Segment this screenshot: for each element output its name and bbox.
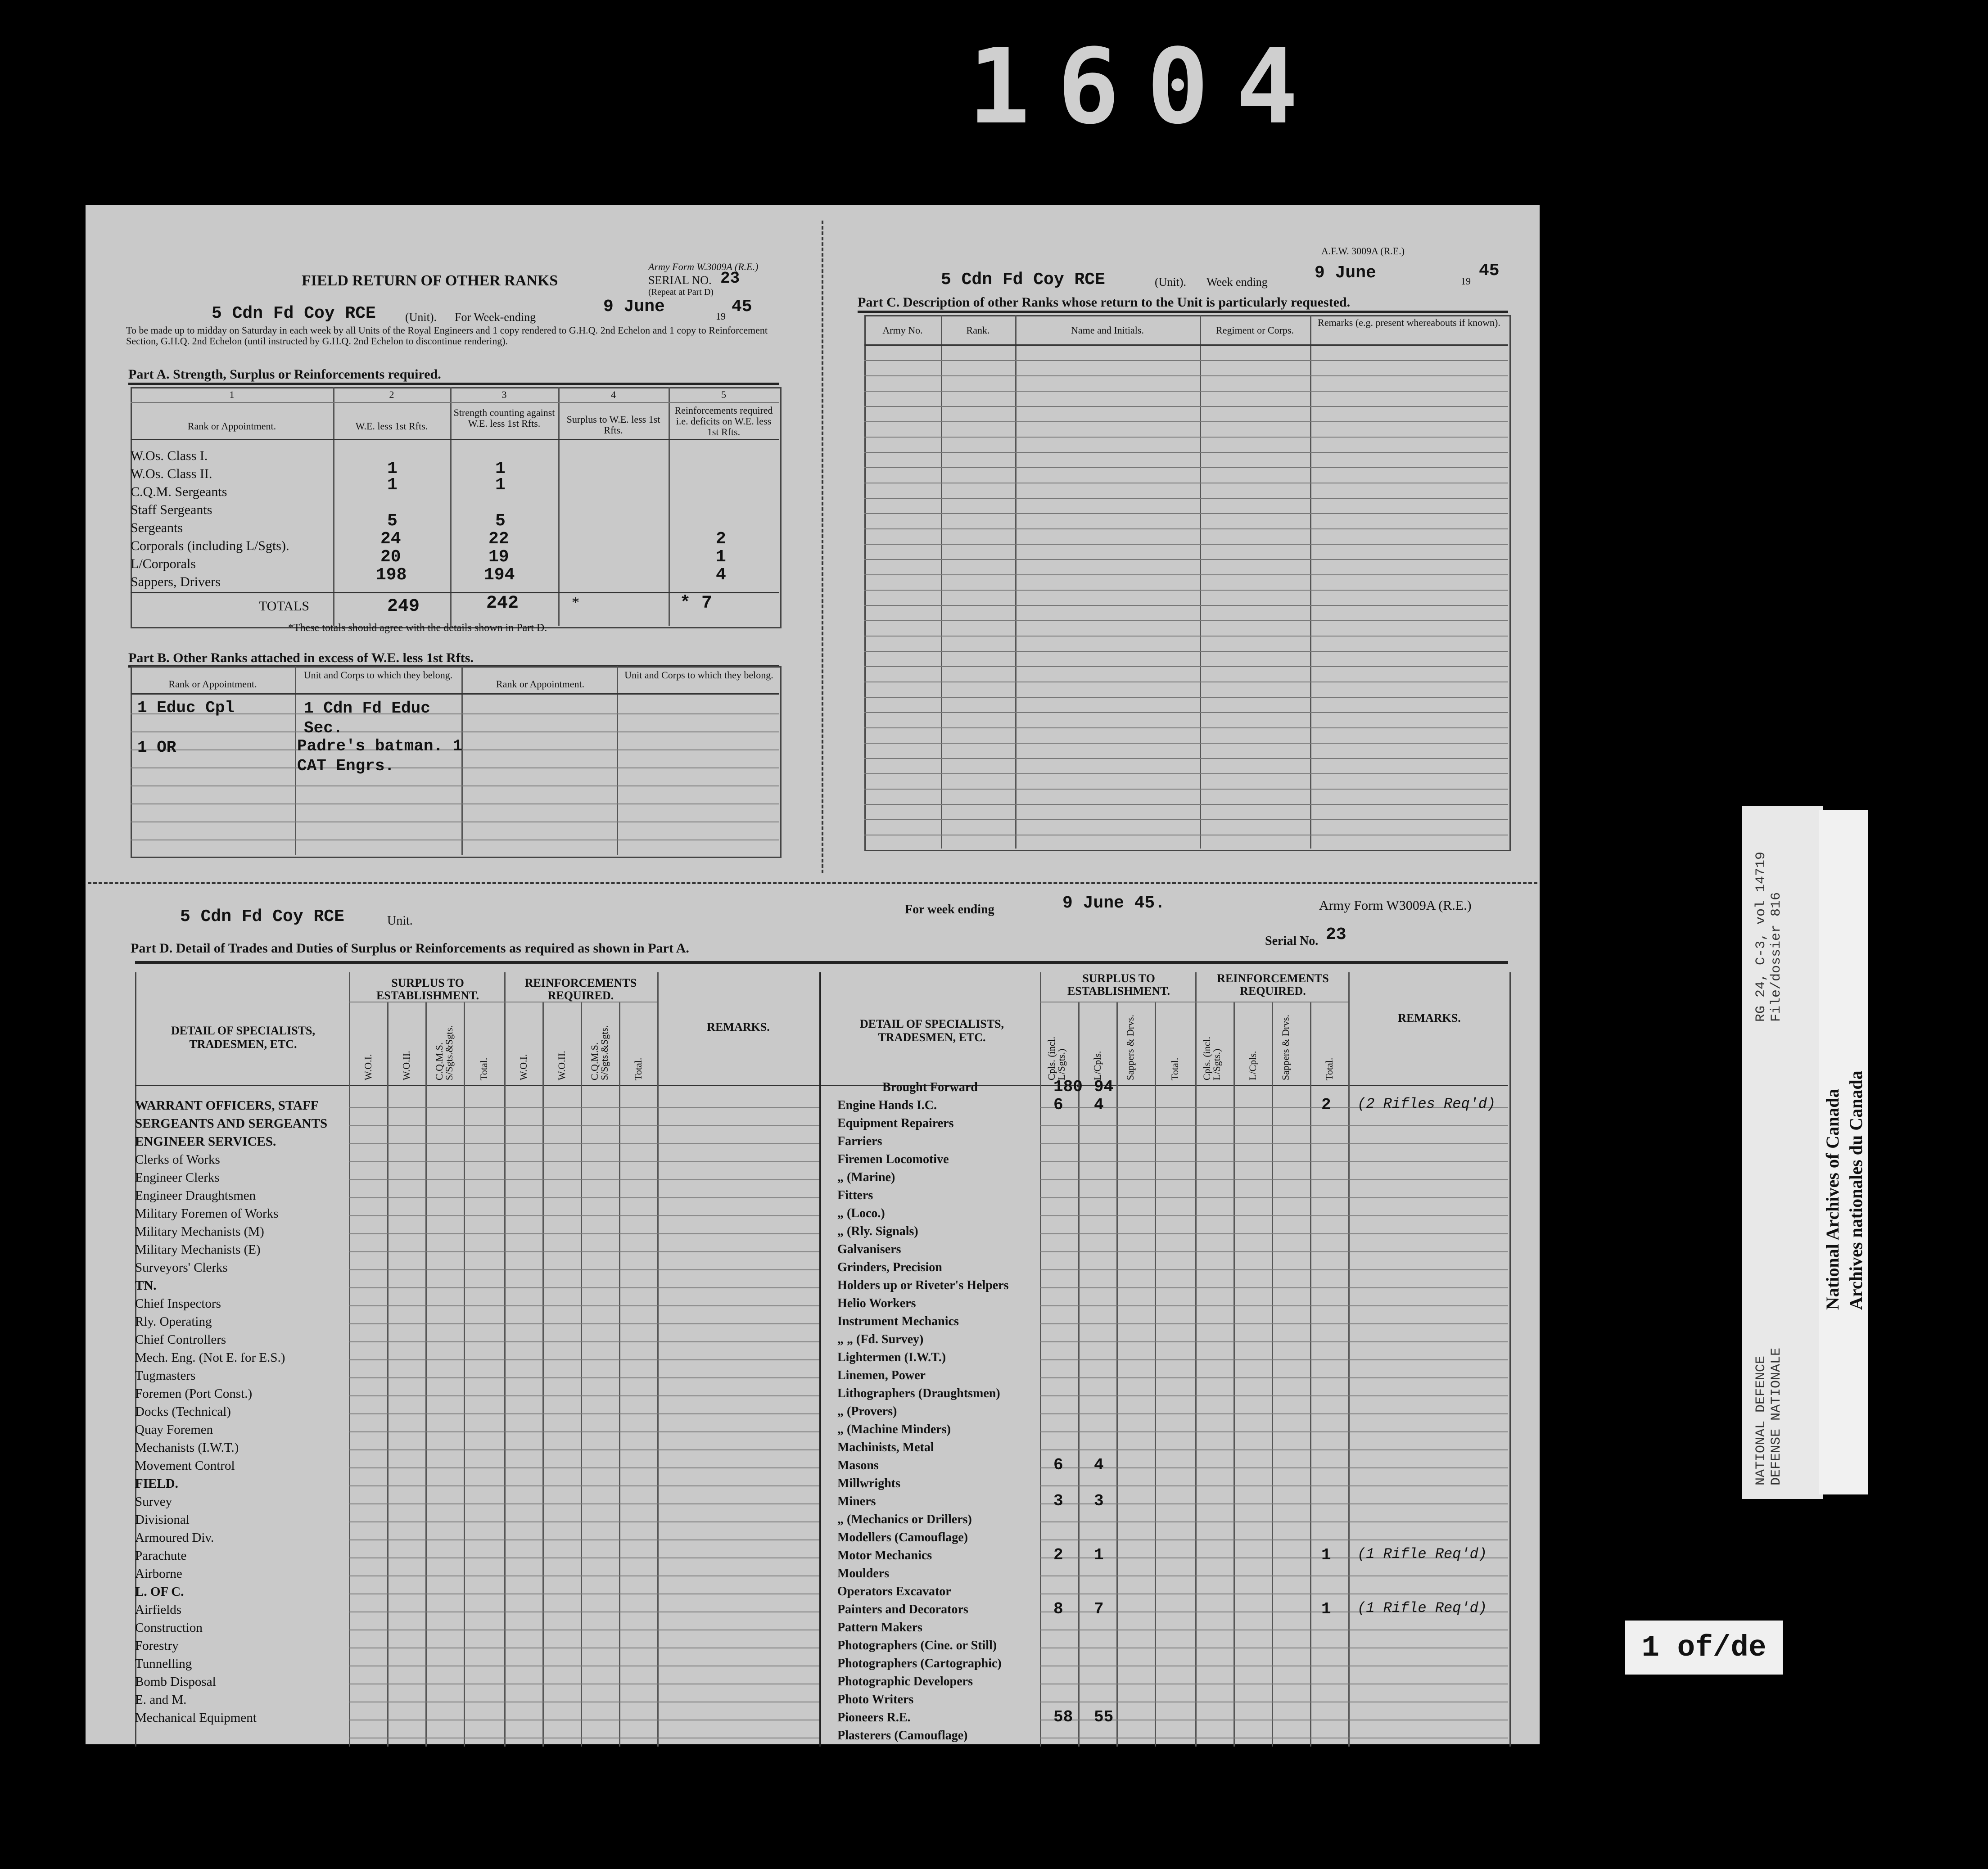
archive-name-en: National Archives of Canada <box>1822 1088 1843 1310</box>
strength-cell: 1 <box>495 475 506 495</box>
ruled-line <box>349 1107 819 1108</box>
left-rein-cqms: C.Q.M.S. S/Sgts.&Sgts. <box>589 1025 610 1080</box>
trade-item: Mech. Eng. (Not E. for E.S.) <box>135 1350 285 1365</box>
ruled-line <box>864 467 1508 468</box>
trade-name: Fitters <box>837 1188 873 1202</box>
trade-name: „ (Mechanics or Drillers) <box>837 1512 972 1526</box>
right-unit-value: 5 Cdn Fd Coy RCE <box>941 270 1105 289</box>
trade-name: Pattern Makers <box>837 1621 922 1634</box>
trade-name: „ „ (Fd. Survey) <box>837 1332 924 1346</box>
trade-name: Lightermen (I.W.T.) <box>837 1350 946 1364</box>
trade-item: L. OF C. <box>135 1585 184 1599</box>
part-b-header-rank-2: Rank or Appointment. <box>496 678 585 690</box>
trade-name: Moulders <box>837 1567 890 1580</box>
col-number-5: 5 <box>721 389 726 400</box>
page-tag: 1 of/de <box>1625 1621 1783 1675</box>
trade-item: E. and M. <box>135 1693 187 1707</box>
ruled-line <box>349 1269 819 1270</box>
col-header-rank: Rank or Appointment. <box>187 420 276 432</box>
left-surplus-woi: W.O.I. <box>362 1054 374 1080</box>
rank-cell: L/Corporals <box>131 556 196 571</box>
ruled-line <box>349 1233 819 1234</box>
ruled-line <box>1040 1395 1508 1396</box>
trade-item: Parachute <box>135 1548 187 1563</box>
right-rein-sappers: Sappers & Drvs. <box>1280 1014 1291 1080</box>
trade-name: Modellers (Camouflage) <box>837 1530 968 1544</box>
army-form-label: Army Form W.3009A (R.E.) <box>648 261 759 272</box>
trade-item: WARRANT OFFICERS, STAFF <box>135 1098 319 1113</box>
ruled-line <box>1040 1251 1508 1252</box>
archive-department <box>1753 1296 1784 1485</box>
part-b-rank-2: 1 OR <box>137 738 176 757</box>
trade-name: Equipment Repairers <box>837 1116 954 1130</box>
cpls-value: 8 <box>1053 1600 1063 1618</box>
trade-item: Construction <box>135 1621 203 1635</box>
left-surplus-cqms: C.Q.M.S. S/Sgts.&Sgts. <box>434 1025 455 1080</box>
left-surplus-woii: W.O.II. <box>401 1051 412 1080</box>
ruled-line <box>1040 1305 1508 1306</box>
ruled-line <box>349 1485 819 1486</box>
archive-name-fr: Archives nationales du Canada <box>1846 1070 1866 1310</box>
part-c-table <box>864 315 1511 851</box>
ruled-line <box>864 819 1508 820</box>
trade-name: „ (Rly. Signals) <box>837 1224 918 1238</box>
ruled-line <box>1040 1539 1508 1540</box>
rank-cell: Corporals (including L/Sgts). <box>131 538 289 553</box>
right-year-value: 45 <box>1479 261 1500 280</box>
lcpls-value: 94 <box>1094 1078 1114 1096</box>
ruled-line <box>864 636 1508 637</box>
trade-item: SERGEANTS AND SERGEANTS <box>135 1116 328 1131</box>
cpls-value: 58 <box>1053 1708 1073 1726</box>
ruled-line <box>1040 1269 1508 1270</box>
trade-name: Plasterers (Camouflage) <box>837 1729 968 1743</box>
left-rein-woi: W.O.I. <box>518 1054 529 1080</box>
ruled-line <box>1040 1359 1508 1360</box>
cpls-value: 2 <box>1053 1546 1063 1564</box>
remarks-value: (2 Rifles Req'd) <box>1357 1096 1496 1112</box>
trade-item: ENGINEER SERVICES. <box>135 1134 276 1149</box>
ruled-line <box>864 452 1508 453</box>
trade-item: Forestry <box>135 1639 179 1653</box>
trade-item: Armoured Div. <box>135 1530 214 1545</box>
ruled-line <box>864 789 1508 790</box>
ruled-line <box>1040 1287 1508 1288</box>
trade-item: Tunnelling <box>135 1657 192 1671</box>
part-d-week-label: For week ending <box>905 903 994 916</box>
trade-name: „ (Marine) <box>837 1170 895 1184</box>
col-number-3: 3 <box>502 389 507 400</box>
remarks-value: (1 Rifle Req'd) <box>1357 1600 1487 1616</box>
trade-name: Machinists, Metal <box>837 1440 934 1454</box>
reinforcements-total: 1 <box>1321 1546 1331 1564</box>
part-c-title: Part C. Description of other Ranks whose return to the Unit is particularly requested. <box>858 295 1351 310</box>
ruled-line <box>349 1341 819 1342</box>
right-year-prefix: 19 <box>1461 275 1471 287</box>
ruled-line <box>349 1503 819 1504</box>
ruled-line <box>349 1161 819 1162</box>
trade-name: Galvanisers <box>837 1242 901 1256</box>
trade-name: Lithographers (Draughtsmen) <box>837 1386 1000 1400</box>
totals-reinforcements: * 7 <box>680 593 713 614</box>
ruled-line <box>1040 1161 1508 1162</box>
trade-name: Operators Excavator <box>837 1585 951 1598</box>
trade-item: Chief Inspectors <box>135 1296 221 1311</box>
ruled-line <box>349 1323 819 1324</box>
ruled-line <box>1040 1143 1508 1144</box>
we-cell: 5 <box>387 511 398 531</box>
ruled-line <box>864 620 1508 621</box>
we-cell: 198 <box>376 565 407 585</box>
trade-item: Clerks of Works <box>135 1152 220 1167</box>
lcpls-value: 1 <box>1094 1546 1104 1564</box>
week-label: For Week-ending <box>455 311 536 324</box>
ruled-line <box>864 651 1508 652</box>
trade-item: Military Mechanists (E) <box>135 1242 261 1257</box>
trade-name: Pioneers R.E. <box>837 1711 911 1725</box>
ruled-line <box>1040 1413 1508 1414</box>
reinforcements-cell: 4 <box>716 565 726 585</box>
unit-label: (Unit). <box>405 311 437 324</box>
rank-cell: W.Os. Class I. <box>131 448 208 463</box>
trade-item: Mechanists (I.W.T.) <box>135 1440 239 1455</box>
ruled-line <box>349 1377 819 1378</box>
ruled-line <box>1040 1179 1508 1180</box>
ruled-line <box>864 605 1508 606</box>
part-b-header-unit-2: Unit and Corps to which they belong. <box>624 669 773 681</box>
cpls-value: 6 <box>1053 1456 1063 1474</box>
ruled-line <box>864 773 1508 774</box>
ruled-line <box>864 513 1508 514</box>
trade-item: FIELD. <box>135 1476 178 1491</box>
part-b-header-rank: Rank or Appointment. <box>168 678 257 690</box>
reinforcements-total: 1 <box>1321 1600 1331 1618</box>
trade-name: Brought Forward <box>882 1080 978 1094</box>
totals-note: *These totals should agree with the details shown in Part D. <box>288 622 547 634</box>
ruled-line <box>864 498 1508 499</box>
ruled-line <box>349 1197 819 1198</box>
ruled-line <box>864 697 1508 698</box>
right-unit-label: (Unit). <box>1155 275 1187 289</box>
archive-ref-line-2: File/dossier 816 <box>1769 892 1784 1022</box>
trade-name: Photographers (Cine. or Still) <box>837 1639 997 1652</box>
right-reinforcements-header: REINFORCEMENTS REQUIRED. <box>1217 972 1329 998</box>
trade-name: Painters and Decorators <box>837 1603 968 1616</box>
strength-cell: 1 <box>495 459 506 479</box>
ruled-line <box>349 1215 819 1216</box>
rank-cell: W.Os. Class II. <box>131 466 212 481</box>
ruled-line <box>864 437 1508 438</box>
archive-ref-line-1: RG 24, C-3, vol 14719 <box>1753 851 1769 1022</box>
ruled-line <box>864 727 1508 728</box>
cpls-value: 180 <box>1053 1078 1083 1096</box>
trade-item: TN. <box>135 1278 157 1293</box>
ruled-line <box>1040 1431 1508 1432</box>
rank-cell: Staff Sergeants <box>131 502 212 517</box>
cpls-value: 3 <box>1053 1492 1063 1510</box>
trade-name: Linemen, Power <box>837 1368 926 1382</box>
trade-name: „ (Loco.) <box>837 1206 885 1220</box>
ruled-line <box>349 1251 819 1252</box>
trade-name: Motor Mechanics <box>837 1548 932 1562</box>
totals-label: TOTALS <box>259 599 310 614</box>
part-d-unit-label: Unit. <box>387 914 413 928</box>
trade-item: Divisional <box>135 1512 190 1527</box>
trade-item: Mechanical Equipment <box>135 1711 257 1725</box>
ruled-line <box>349 1305 819 1306</box>
right-surplus-header: SURPLUS TO ESTABLISHMENT. <box>1067 972 1170 998</box>
part-d-serial-value: 23 <box>1326 925 1346 944</box>
right-week-label: Week ending <box>1206 275 1268 289</box>
ruled-line <box>1040 1485 1508 1486</box>
trade-item: Foremen (Port Const.) <box>135 1386 253 1401</box>
left-detail-header: DETAIL OF SPECIALISTS, TRADESMEN, ETC. <box>171 1024 316 1051</box>
right-remarks-header: REMARKS. <box>1398 1011 1461 1025</box>
lcpls-value: 4 <box>1094 1456 1104 1474</box>
trade-item: Movement Control <box>135 1458 235 1473</box>
trade-item: Military Foremen of Works <box>135 1206 279 1221</box>
archive-reference <box>1753 828 1784 1022</box>
ruled-line <box>1040 1467 1508 1468</box>
trade-item: Military Mechanists (M) <box>135 1224 264 1239</box>
ruled-line <box>864 391 1508 392</box>
ruled-line <box>1040 1233 1508 1234</box>
instructions-text: To be made up to midday on Saturday in each week by all Units of the Royal Engineers and 1 copy rendered to G.H.Q. 2nd Echelon and 1 copy to Reinforcement Section, G.H.Q. 2nd Echelon (until instructed by G.H.Q. 2nd Echelon to discontinue rendering). <box>126 325 768 347</box>
part-d-title: Part D. Detail of Trades and Duties of Surplus or Reinforcements as required as shown in Part A. <box>131 941 689 956</box>
we-cell: 20 <box>380 547 401 567</box>
we-cell: 24 <box>380 529 401 549</box>
rank-cell: C.Q.M. Sergeants <box>131 484 227 499</box>
right-surplus-lcpls: L/Cpls. <box>1092 1051 1103 1080</box>
ruled-line <box>349 1179 819 1180</box>
serial-note: (Repeat at Part D) <box>648 287 714 297</box>
col-header-reinforcements: Reinforcements required i.e. deficits on W.E. less 1st Rfts. <box>674 405 773 438</box>
lcpls-value: 55 <box>1094 1708 1114 1726</box>
part-b-unit-2: Padre's batman. 1 CAT Engrs. <box>297 737 463 775</box>
ruled-line <box>1040 1215 1508 1216</box>
col-header-surplus: Surplus to W.E. less 1st Rfts. <box>566 414 660 436</box>
ruled-line <box>864 559 1508 560</box>
col-number-4: 4 <box>611 389 616 400</box>
right-rein-lcpls: L/Cpls. <box>1247 1051 1258 1080</box>
ruled-line <box>349 1467 819 1468</box>
trade-name: „ (Machine Minders) <box>837 1422 951 1436</box>
col-header-strength: Strength counting against W.E. less 1st Rfts. <box>453 407 555 429</box>
part-c-header-army-no: Army No. <box>882 325 923 336</box>
trade-item: Airborne <box>135 1567 182 1581</box>
part-d-serial-label: Serial No. <box>1265 934 1319 948</box>
left-surplus-total: Total. <box>478 1057 489 1080</box>
trade-name: Instrument Mechanics <box>837 1314 959 1328</box>
rank-cell: Sappers, Drivers <box>131 574 221 589</box>
ruled-line <box>349 1287 819 1288</box>
sheet-divider <box>822 221 823 873</box>
ruled-line <box>1040 1449 1508 1450</box>
trade-name: Photographers (Cartographic) <box>837 1657 1002 1670</box>
we-cell: 1 <box>387 475 398 495</box>
ruled-line <box>864 375 1508 376</box>
ruled-line <box>349 1395 819 1396</box>
trade-item: Engineer Clerks <box>135 1170 220 1185</box>
serial-label: SERIAL NO. <box>648 274 712 287</box>
ruled-line <box>864 590 1508 591</box>
right-surplus-cpls: Cpls. (incl. L/Sgts.) <box>1046 1036 1067 1080</box>
ruled-line <box>349 1413 819 1414</box>
ruled-line <box>864 666 1508 667</box>
ruled-line <box>864 712 1508 713</box>
ruled-line <box>864 406 1508 407</box>
ruled-line <box>864 360 1508 361</box>
ruled-line <box>349 1521 819 1522</box>
archive-dept-line-2: DEFENSE NATIONALE <box>1769 1347 1784 1485</box>
ruled-line <box>1040 1197 1508 1198</box>
trade-name: Miners <box>837 1494 876 1508</box>
serial-value: 23 <box>720 269 740 288</box>
part-b-header-unit: Unit and Corps to which they belong. <box>303 669 453 681</box>
trade-name: Millwrights <box>837 1476 900 1490</box>
part-d-week-value: 9 June 45. <box>1062 894 1166 913</box>
trade-name: Engine Hands I.C. <box>837 1098 937 1112</box>
right-rein-total: Total. <box>1324 1057 1335 1080</box>
trade-item: Bomb Disposal <box>135 1675 216 1689</box>
trade-item: Docks (Technical) <box>135 1404 231 1419</box>
left-reinforcements-header: REINFORCEMENTS REQUIRED. <box>524 976 637 1002</box>
year-prefix: 19 <box>716 311 726 322</box>
trade-item: Survey <box>135 1494 172 1509</box>
trade-name: Holders up or Riveter's Helpers <box>837 1278 1009 1292</box>
lcpls-value: 7 <box>1094 1600 1104 1618</box>
ruled-line <box>864 574 1508 575</box>
totals-surplus: * <box>572 594 579 611</box>
left-remarks-header: REMARKS. <box>707 1020 770 1034</box>
trade-name: Helio Workers <box>837 1296 916 1310</box>
rank-cell: Sergeants <box>131 520 183 535</box>
part-c-header-name: Name and Initials. <box>1071 325 1144 336</box>
ruled-line <box>349 1125 819 1126</box>
ruled-line <box>864 528 1508 529</box>
trade-item: Tugmasters <box>135 1368 196 1383</box>
trade-item: Quay Foremen <box>135 1422 213 1437</box>
part-a-title: Part A. Strength, Surplus or Reinforcements required. <box>128 367 441 382</box>
part-b-rank-1: 1 Educ Cpl <box>137 699 235 717</box>
trade-name: Firemen Locomotive <box>837 1152 949 1166</box>
year-value: 45 <box>732 297 752 316</box>
form-title: FIELD RETURN OF OTHER RANKS <box>302 272 558 289</box>
part-c-header-remarks: Remarks (e.g. present whereabouts if known). <box>1318 317 1500 328</box>
part-divider <box>88 882 1537 884</box>
ruled-line <box>349 1431 819 1432</box>
reinforcements-cell: 2 <box>716 529 726 549</box>
reinforcements-total: 2 <box>1321 1096 1331 1114</box>
week-value: 9 June <box>603 297 665 316</box>
trade-item: Chief Controllers <box>135 1332 226 1347</box>
ruled-line <box>864 804 1508 805</box>
ruled-line <box>1040 1341 1508 1342</box>
right-surplus-total: Total. <box>1169 1057 1180 1080</box>
reinforcements-cell: 1 <box>716 547 726 567</box>
left-rein-woii: W.O.II. <box>556 1051 567 1080</box>
lcpls-value: 4 <box>1094 1096 1104 1114</box>
strength-cell: 22 <box>488 529 509 549</box>
trade-name: „ (Provers) <box>837 1404 897 1418</box>
unit-value: 5 Cdn Fd Coy RCE <box>212 304 376 323</box>
ruled-line <box>1040 1377 1508 1378</box>
totals-we: 249 <box>387 596 420 617</box>
trade-name: Photographic Developers <box>837 1675 973 1688</box>
part-c-header-rank: Rank. <box>966 325 990 336</box>
col-header-we: W.E. less 1st Rfts. <box>355 420 428 432</box>
right-army-form-label: A.F.W. 3009A (R.E.) <box>1321 245 1405 257</box>
trade-item: Engineer Draughtsmen <box>135 1188 256 1203</box>
ruled-line <box>349 1143 819 1144</box>
right-surplus-sappers: Sappers & Drvs. <box>1125 1014 1136 1080</box>
we-cell: 1 <box>387 459 398 479</box>
totals-strength: 242 <box>486 593 519 614</box>
archive-dept-line-1: NATIONAL DEFENCE <box>1753 1355 1769 1485</box>
ruled-line <box>1040 1125 1508 1126</box>
lcpls-value: 3 <box>1094 1492 1104 1510</box>
trade-name: Grinders, Precision <box>837 1260 942 1274</box>
ruled-line <box>864 544 1508 545</box>
part-c-header-regiment: Regiment or Corps. <box>1216 325 1294 336</box>
strength-cell: 5 <box>495 511 506 531</box>
left-rein-total: Total. <box>633 1057 644 1080</box>
trade-item: Surveyors' Clerks <box>135 1260 228 1275</box>
ruled-line <box>349 1359 819 1360</box>
left-surplus-header: SURPLUS TO ESTABLISHMENT. <box>376 976 479 1002</box>
ruled-line <box>349 1539 819 1540</box>
remarks-value: (1 Rifle Req'd) <box>1357 1546 1487 1562</box>
archive-name <box>1821 1004 1868 1310</box>
frame-number-stamp: 1604 <box>968 27 1325 147</box>
ruled-line <box>864 758 1508 759</box>
part-d-unit-value: 5 Cdn Fd Coy RCE <box>180 907 344 926</box>
part-b-unit-1: 1 Cdn Fd Educ Sec. <box>304 699 430 737</box>
trade-name: Masons <box>837 1458 879 1472</box>
trade-item: Airfields <box>135 1603 182 1617</box>
ruled-line <box>1040 1521 1508 1522</box>
part-b-title: Part B. Other Ranks attached in excess of W.E. less 1st Rfts. <box>128 650 474 665</box>
ruled-line <box>864 421 1508 422</box>
cpls-value: 6 <box>1053 1096 1063 1114</box>
trade-name: Photo Writers <box>837 1693 914 1706</box>
col-number-2: 2 <box>389 389 394 400</box>
col-number-1: 1 <box>229 389 235 400</box>
right-detail-header: DETAIL OF SPECIALISTS, TRADESMEN, ETC. <box>859 1017 1004 1044</box>
part-d-army-form: Army Form W3009A (R.E.) <box>1319 898 1472 913</box>
right-week-value: 9 June <box>1315 263 1376 283</box>
right-rein-cpls: Cpls. (incl. L/Sgts.) <box>1201 1036 1222 1080</box>
ruled-line <box>1040 1323 1508 1324</box>
trade-item: Rly. Operating <box>135 1314 212 1329</box>
trade-name: Farriers <box>837 1134 882 1148</box>
ruled-line <box>1040 1503 1508 1504</box>
strength-cell: 19 <box>488 547 509 567</box>
ruled-line <box>349 1449 819 1450</box>
ruled-line <box>864 743 1508 744</box>
strength-cell: 194 <box>484 565 515 585</box>
